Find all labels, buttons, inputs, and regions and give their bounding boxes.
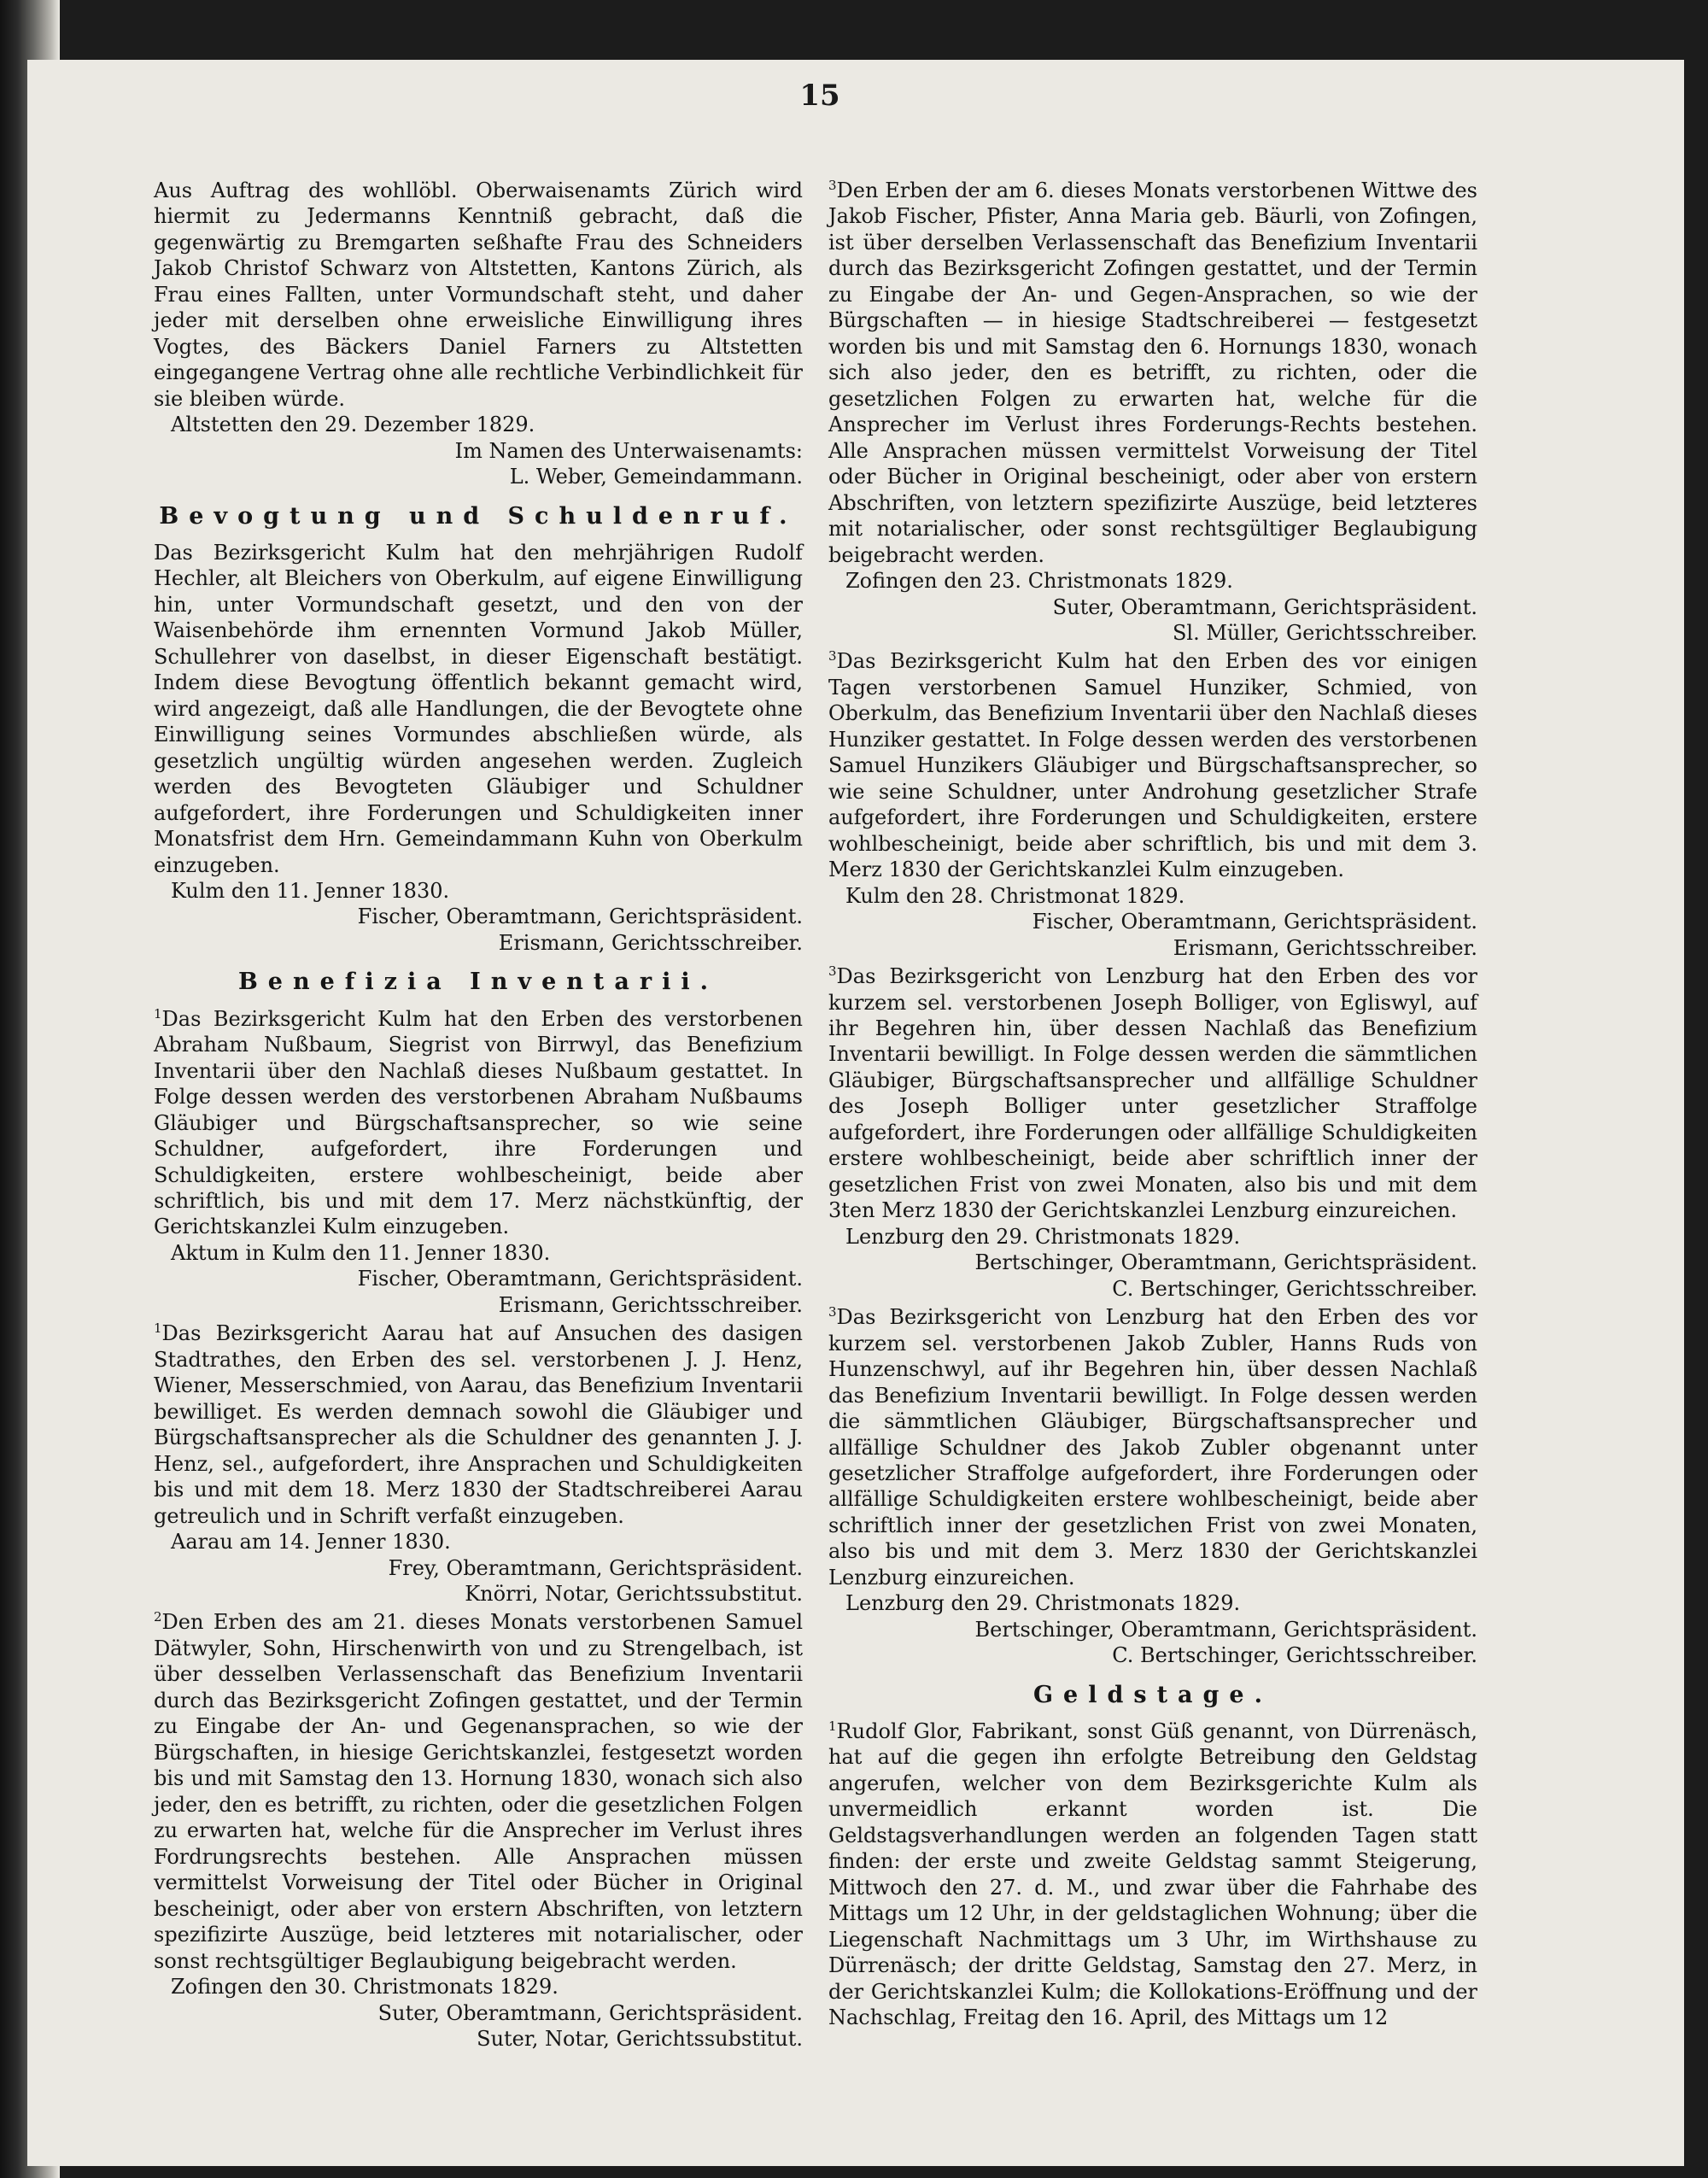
notice-signature: Fischer, Oberamtmann, Gerichtspräsident. bbox=[357, 905, 803, 929]
notice-mark: 1 bbox=[828, 1718, 837, 1734]
notice-mark: 1 bbox=[154, 1320, 162, 1337]
notice-signature: Erismann, Gerichtsschreiber. bbox=[1173, 935, 1477, 960]
notice-signature: Erismann, Gerichtsschreiber. bbox=[498, 930, 803, 955]
notice-body: Das Bezirksgericht Kulm hat den mehrjährigen Rudolf Hechler, alt Bleichers von Oberkulm, auf eigene Einwilligung hin, unter Vormundschaft gesetzt, und den von der Waisenbehörde ihm ernennten Vormund Jakob Müller, Schullehrer von daselbst, in dieser Eigenschaft bestätigt. Indem diese Bevogtung öffentlich bekannt gemacht wird, wird angezeigt, daß alle Handlungen, die der Bevogtete ohne Einwilligung seines Vormundes abschließen würde, als gesetzlich ungültig würden angesehen werden. Zugleich werden des Bevogteten Gläubiger und Schuldner aufgefordert, ihre Forderungen und Schuldigkeiten inner Monatsfrist dem Hrn. Gemeindammann Kuhn von Oberkulm einzugeben. bbox=[154, 540, 803, 877]
notice-body-wrap bbox=[154, 1609, 803, 1974]
notice-body: Den Erben der am 6. dieses Monats verstorbenen Wittwe des Jakob Fischer, Pfister, Anna Maria geb. Bäurli, von Zofingen, ist über derselben Verlassenschaft das Benefizium Inventarii durch das Bezirksgericht Zofingen gestattet, und der Termin zu Eingabe der An- und Gegen-Ansprachen, so wie der Bürgschaften — in hiesige Stadtschreiberei — festgesetzt worden bis und mit Samstag den 6. Hornungs 1830, wonach sich also jeder, den es betrifft, zu richten, oder die gesetzlichen Folgen zu erwarten hat, welche für die Ansprecher im Verlust ihres Forderungs-Rechts bestehen. Alle Ansprachen müssen vermittelst Vorweisung der Titel oder Bücher in Original bescheinigt, oder aber von erstern Abschriften, von letztern spezifizirte Auszüge, beid letzteres mit notarialischer, oder sonst rechtsgültiger Beglaubigung beigebracht werden. bbox=[828, 179, 1477, 567]
notice-date: Zofingen den 30. Christmonats 1829. bbox=[171, 1975, 559, 1999]
notice-signature: L. Weber, Gemeindammann. bbox=[509, 465, 803, 489]
notice-signature: C. Bertschinger, Gerichtsschreiber. bbox=[1112, 1643, 1477, 1668]
notice-mark: 2 bbox=[154, 1609, 162, 1625]
section-heading: Geldstage. bbox=[1033, 1681, 1272, 1708]
notice-zubler bbox=[828, 1304, 1477, 1669]
notice-glor bbox=[828, 1718, 1477, 2031]
notice-body-wrap bbox=[828, 648, 1477, 882]
right-column bbox=[828, 175, 1477, 2031]
notice-date: Lenzburg den 29. Christmonats 1829. bbox=[845, 1224, 1241, 1249]
notice-mark: 1 bbox=[154, 1005, 162, 1022]
left-column bbox=[154, 175, 803, 2052]
notice-signature: Knörri, Notar, Gerichtssubstitut. bbox=[465, 1582, 803, 1606]
notice-date: Kulm den 11. Jenner 1830. bbox=[171, 879, 450, 903]
page-number: 15 bbox=[799, 79, 840, 113]
notice-mark: 3 bbox=[828, 648, 837, 665]
notice-mark: 3 bbox=[828, 1304, 837, 1320]
notice-body: Aus Auftrag des wohllöbl. Oberwaisenamts Zürich wird hiermit zu Jedermanns Kenntniß gebracht, daß die gegenwärtig zu Bremgarten seßhafte Frau des Schneiders Jakob Christof Schwarz von Altstetten, Kantons Zürich, als Frau eines Fallten, unter Vormundschaft steht, und daher jeder mit derselben ohne erweisliche Einwilligung ihres Vogtes, des Bäckers Daniel Farners zu Altstetten eingegangene Vertrag ohne alle rechtliche Verbindlichkeit für sie bleiben würde. bbox=[154, 179, 803, 411]
notice-signature: Bertschinger, Oberamtmann, Gerichtspräsident. bbox=[974, 1250, 1477, 1275]
notice-body-wrap bbox=[154, 1320, 803, 1529]
notice-body: Das Bezirksgericht von Lenzburg hat den Erben des vor kurzem sel. verstorbenen Joseph Bolliger, von Egliswyl, auf ihr Begehren hin, über dessen Nachlaß das Benefizium Inventarii bewilligt. In Folge dessen werden die sämmtlichen Gläubiger, Bürgschaftsansprecher und allfällige Schuldner des Joseph Bolliger unter gesetzlicher Straffolge aufgefordert, ihre Forderungen oder allfällige Schuldigkeiten erstere wohlbescheinigt, beide aber schriftlich inner der gesetzlichen Frist von zwei Monaten, also bis und mit dem 3ten Merz 1830 der Gerichtskanzlei Lenzburg einzureichen. bbox=[828, 964, 1477, 1223]
notice-signature: Erismann, Gerichtsschreiber. bbox=[498, 1292, 803, 1317]
notice-body: Das Bezirksgericht Kulm hat den Erben des verstorbenen Abraham Nußbaum, Siegrist von Birrwyl, das Benefizium Inventarii über den Nachlaß dieses Nußbaum gestattet. In Folge dessen werden des verstorbenen Abraham Nußbaums Gläubiger und Bürgschaftsansprecher, so wie seine Schuldner, aufgefordert, ihre Forderungen und Schuldigkeiten, erstere wohlbescheinigt, beide aber schriftlich, bis und mit dem 17. Merz nächstkünftig, der Gerichtskanzlei Kulm einzugeben. bbox=[154, 1006, 803, 1239]
notice-nussbaum bbox=[154, 1006, 803, 1319]
notice-signature: Suter, Oberamtmann, Gerichtspräsident. bbox=[1052, 594, 1477, 619]
notice-body: Den Erben des am 21. dieses Monats verstorbenen Samuel Dätwyler, Sohn, Hirschenwirth von und zu Strengelbach, ist über desselben Verlassenschaft das Benefizium Inventarii durch das Bezirksgericht Zofingen gestattet, und der Termin zu Eingabe der An- und Gegenansprachen, so wie der Bürgschaften, in hiesige Gerichtskanzlei, festgesetzt worden bis und mit Samstag den 13. Hornung 1830, wonach sich also jeder, den es betrifft, zu richten, oder die gesetzlichen Folgen zu erwarten hat, welche für die Ansprecher im Verlust ihres Fordrungsrechts bestehen. Alle Ansprachen müssen vermittelst Vorweisung der Titel oder Bücher in Original bescheinigt, oder aber von erstern Abschriften, von letztern spezifizirte Auszüge, beid letzteres mit notarialischer, oder sonst rechtsgültiger Beglaubigung beigebracht werden. bbox=[154, 1610, 803, 1973]
notice-fischer-widow bbox=[828, 178, 1477, 646]
notice-date: Lenzburg den 29. Christmonats 1829. bbox=[845, 1591, 1241, 1616]
notice-body: Das Bezirksgericht Aarau hat auf Ansuchen des dasigen Stadtrathes, den Erben des sel. verstorbenen J. J. Henz, Wiener, Messerschmied, von Aarau, das Benefizium Inventarii bewilliget. Es werden demnach sowohl die Gläubiger und Bürgschaftsansprecher als die Schuldner des genannten J. J. Henz, sel., aufgefordert, ihre Ansprachen und Schuldigkeiten bis und mit dem 18. Merz 1830 der Stadtschreiberei Aarau getreulich und in Schrift verfaßt einzugeben. bbox=[154, 1321, 803, 1528]
notice-body-wrap bbox=[828, 178, 1477, 568]
notice-date: Kulm den 28. Christmonat 1829. bbox=[845, 883, 1185, 908]
notice-hunziker bbox=[828, 648, 1477, 961]
notice-signature: Frey, Oberamtmann, Gerichtspräsident. bbox=[388, 1555, 803, 1580]
notice-signature: Fischer, Oberamtmann, Gerichtspräsident. bbox=[1032, 910, 1477, 934]
notice-mark: 3 bbox=[828, 178, 837, 193]
notice-body-wrap bbox=[828, 963, 1477, 1224]
notice-body-wrap bbox=[828, 1304, 1477, 1590]
notice-date: Aktum in Kulm den 11. Jenner 1830. bbox=[171, 1240, 551, 1265]
notice-mark: 3 bbox=[828, 963, 837, 980]
notice-signature: Sl. Müller, Gerichtsschreiber. bbox=[1172, 620, 1477, 645]
notice-body-wrap bbox=[154, 1006, 803, 1240]
notice-daetwyler bbox=[154, 1609, 803, 2052]
notice-body: Rudolf Glor, Fabrikant, sonst Güß genannt, von Dürrenäsch, hat auf die gegen ihn erfolgte Betreibung den Geldstag angerufen, welcher von dem Bezirksgerichte Kulm als unvermeidlich erkannt worden ist. Die Geldstagsverhandlungen werden an folgenden Tagen statt finden: der erste und zweite Geldstag sammt Steigerung, Mittwoch den 27. d. M., und zwar über die Fahrhabe des Mittags um 12 Uhr, in der geldstaglichen Wohnung; über die Liegenschaft Nachmittags um 3 Uhr, im Wirthshause zu Dürrenäsch; der dritte Geldstag, Samstag den 27. Merz, in der Gerichtskanzlei Kulm; die Kollokations-Eröffnung und der Nachschlag, Freitag den 16. April, des Mittags um 12 bbox=[828, 1719, 1477, 2030]
notice-guardianship-zurich bbox=[154, 178, 803, 490]
notice-date: Zofingen den 23. Christmonats 1829. bbox=[845, 569, 1233, 594]
notice-henz bbox=[154, 1320, 803, 1607]
section-heading: Benefizia Inventarii. bbox=[237, 969, 719, 996]
notice-body: Das Bezirksgericht von Lenzburg hat den Erben des vor kurzem sel. verstorbenen Jakob Zubler, Hanns Ruds von Hunzenschwyl, auf ihr Begehren hin, über dessen Nachlaß das Benefizium Inventarii bewilligt. In Folge dessen werden die sämmtlichen Gläubiger, Bürgschaftsansprecher und allfällige Schuldner des Jakob Zubler obgenannt unter gesetzlicher Straffolge aufgefordert, ihre Forderungen oder allfällige Schuldigkeiten erstere wohlbescheinigt, beide aber schriftlich inner der gesetzlichen Frist von zwei Monaten, also bis und mit dem 3. Merz 1830 der Gerichtskanzlei Lenzburg einzureichen. bbox=[828, 1305, 1477, 1590]
notice-bolliger bbox=[828, 963, 1477, 1302]
notice-body: Das Bezirksgericht Kulm hat den Erben des vor einigen Tagen verstorbenen Samuel Hunziker, Schmied, von Oberkulm, das Benefizium Inventarii über den Nachlaß dieses Hunziker gestattet. In Folge dessen werden des verstorbenen Samuel Hunzikers Gläubiger und Bürgschaftsansprecher, so wie seine Schuldner, unter Androhung gesetzlicher Strafe aufgefordert, ihre Forderungen und Schuldigkeiten, erstere wohlbescheinigt, beide aber schriftlich, bis und mit dem 3. Merz 1830 der Gerichtskanzlei Kulm einzugeben. bbox=[828, 649, 1477, 882]
section-heading: Bevogtung und Schuldenruf. bbox=[159, 502, 798, 530]
notice-signature: Bertschinger, Oberamtmann, Gerichtspräsident. bbox=[974, 1617, 1477, 1642]
notice-signature: C. Bertschinger, Gerichtsschreiber. bbox=[1112, 1276, 1477, 1301]
notice-signature: Suter, Oberamtmann, Gerichtspräsident. bbox=[377, 2000, 803, 2025]
notice-body-wrap bbox=[828, 1718, 1477, 2031]
notice-date: Altstetten den 29. Dezember 1829. bbox=[171, 413, 535, 437]
notice-signature: Suter, Notar, Gerichtssubstitut. bbox=[477, 2026, 803, 2051]
notice-signature: Fischer, Oberamtmann, Gerichtspräsident. bbox=[357, 1267, 803, 1291]
notice-hechler bbox=[154, 540, 803, 957]
notice-signature: Im Namen des Unterwaisenamts: bbox=[454, 438, 803, 463]
notice-date: Aarau am 14. Jenner 1830. bbox=[171, 1530, 451, 1554]
